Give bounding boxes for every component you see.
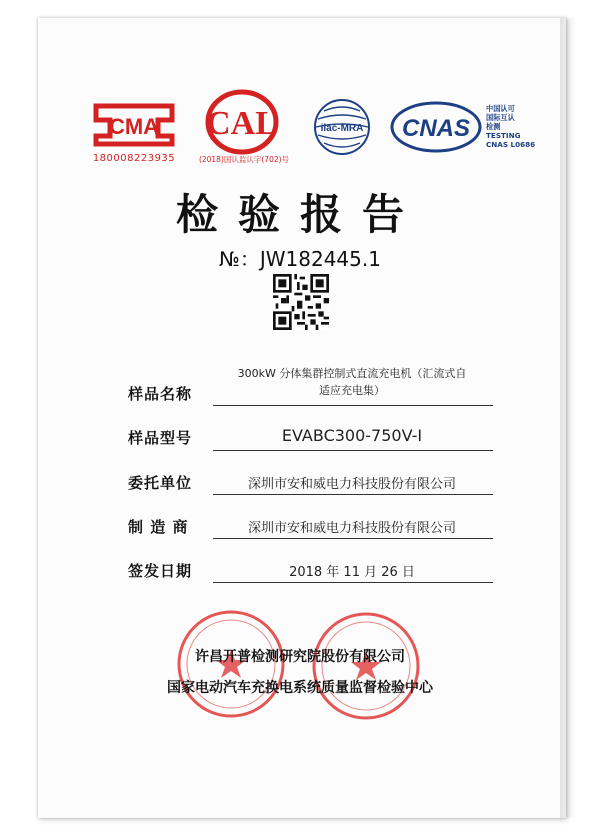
sample-model-underline: [213, 450, 493, 451]
manufacturer-underline: [213, 538, 493, 539]
cnas-caption-line: 检测: [486, 122, 501, 131]
cnas-caption-line: TESTING: [486, 131, 521, 140]
manufacturer-value: 深圳市安和威电力科技股份有限公司: [247, 521, 456, 536]
sample-name-value: [213, 365, 491, 399]
client-label: 委托单位: [128, 474, 193, 492]
cnas-caption-line: CNAS L0686: [486, 140, 536, 149]
cnas-logo-text: CNAS: [401, 115, 471, 142]
issue-date-underline: [213, 582, 493, 583]
sample-model-value: EVABC300-750V-I: [281, 426, 423, 445]
client-underline: [213, 494, 493, 495]
cnas-caption: [486, 104, 566, 149]
cal-logo: [202, 86, 282, 156]
client-value: 深圳市安和威电力科技股份有限公司: [247, 477, 456, 492]
ilac-mra-logo: [312, 97, 372, 157]
cma-logo: [88, 100, 180, 150]
issuing-organization: 许昌开普检测研究院股份有限公司: [195, 649, 405, 665]
manufacturer-label: 制 造 商: [128, 518, 189, 536]
cal-caption: (2018)国认监认字(702)号: [198, 155, 290, 164]
cnas-caption-line: 国际互认: [486, 113, 515, 122]
cma-logo-text: CMA: [108, 114, 160, 139]
issue-date-label: 签发日期: [128, 562, 193, 580]
sample-name-underline: [213, 405, 493, 406]
report-title: 检验报告: [175, 190, 424, 239]
sample-name-line: 300kW 分体集群控制式直流充电机（汇流式自: [237, 367, 467, 380]
qr-code: [273, 274, 329, 330]
ilac-mra-logo-text: ilac-MRA: [320, 123, 364, 134]
official-seal-right: [310, 610, 422, 722]
issue-date-value: 2018 年 11 月 26 日: [289, 565, 415, 580]
sample-name-label: 样品名称: [128, 385, 193, 403]
cnas-logo: [388, 100, 484, 154]
cnas-caption-line: 中国认可: [486, 104, 515, 113]
cal-logo-text: CAL: [206, 105, 278, 142]
inspection-center: 国家电动汽车充换电系统质量监督检验中心: [167, 680, 433, 696]
report-number: №：JW182445.1: [219, 247, 381, 271]
cma-number: 180008223935: [92, 153, 176, 164]
sample-name-line: 适应充电集）: [319, 384, 385, 397]
sample-model-label: 样品型号: [128, 429, 193, 447]
